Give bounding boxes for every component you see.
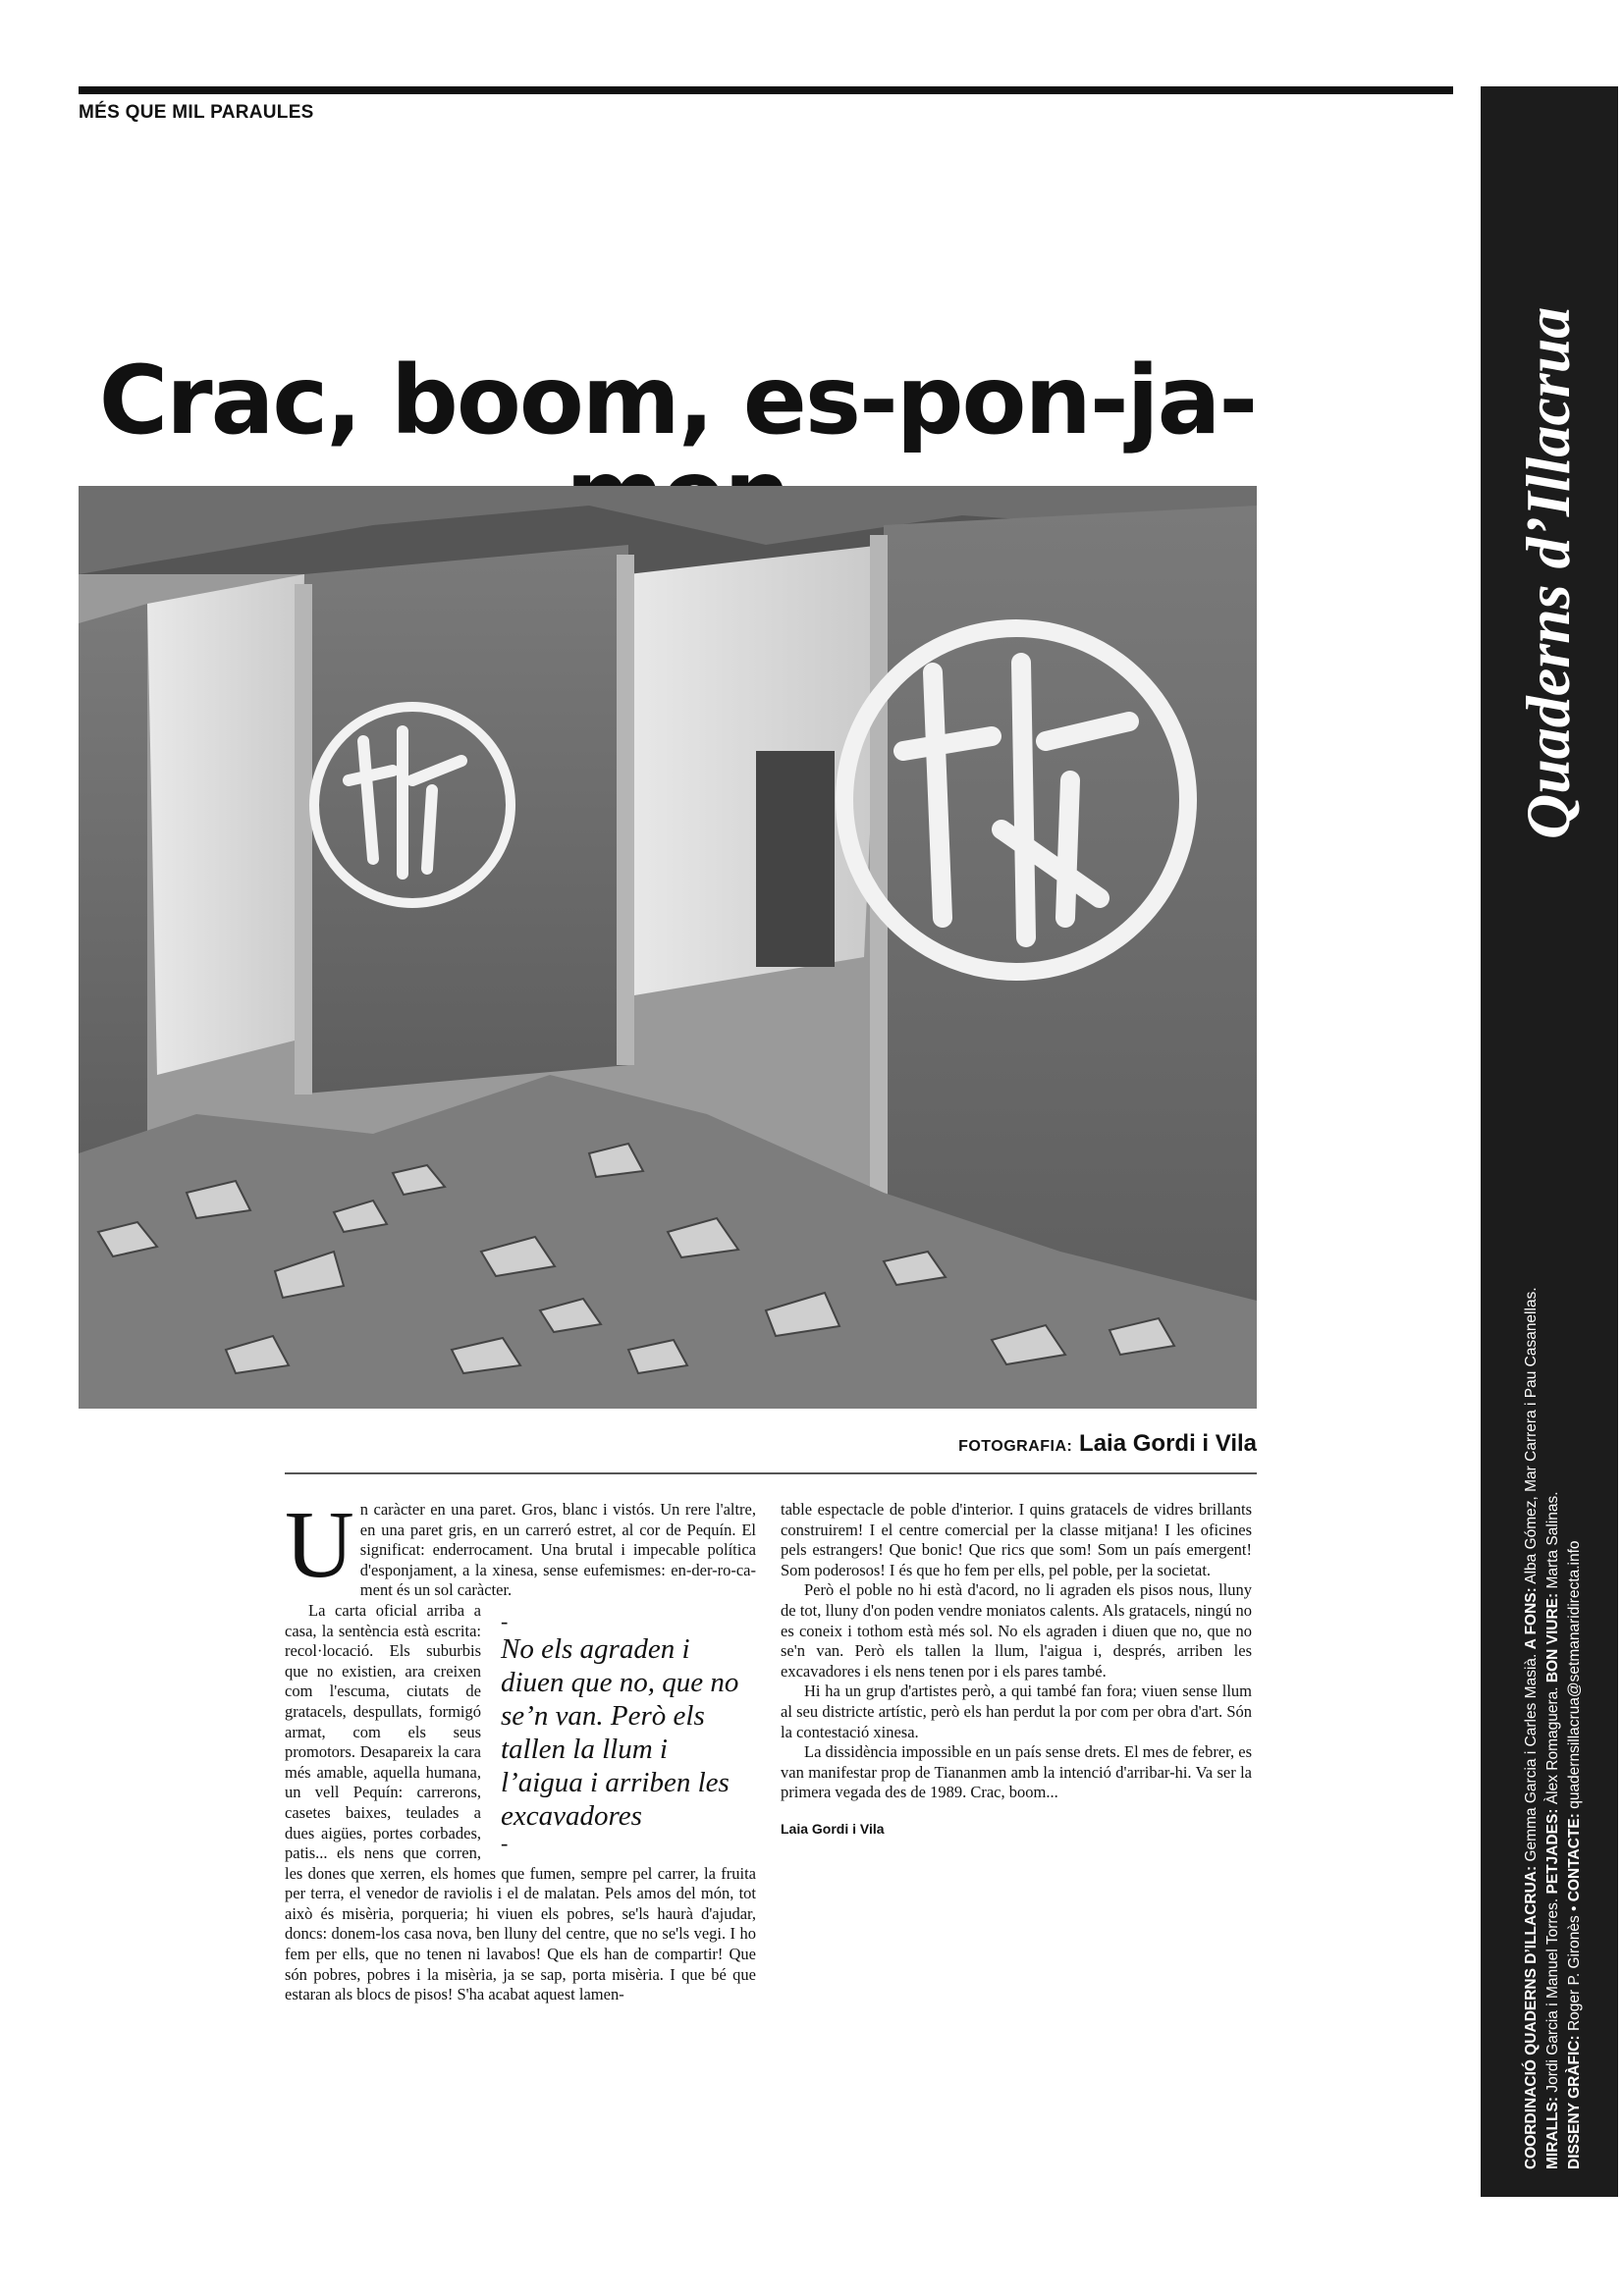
sidebar-credit-line	[1543, 1491, 1562, 2169]
photo-credit-label: FOTOGRAFIA:	[958, 1438, 1073, 1455]
article-column-2	[781, 1500, 1252, 1840]
sidebar-credit-line	[1565, 1540, 1584, 2169]
byline: Laia Gordi i Vila	[781, 1820, 885, 1837]
credit-text: Marta Salinas.	[1544, 1491, 1561, 1593]
photo-credit	[958, 1430, 1257, 1458]
pull-quote-text: No els agraden i diuen que no, que no se’n van. Però els tallen la llum i l’aigua i arriben les excavadores	[501, 1632, 739, 1832]
credit-label: DISSENY GRÀFIC:	[1566, 2035, 1583, 2169]
magazine-title: Quaderns d’Illacrua	[1513, 306, 1583, 839]
credit-text: Gemma Garcia i Carles Masià.	[1523, 1649, 1540, 1866]
credit-label: MIRALLS:	[1544, 2096, 1561, 2169]
credit-text: Alba Gómez, Mar Carrera i Pau Casanellas.	[1523, 1287, 1540, 1588]
credit-text: Jordi Garcia i Manuel Torres.	[1544, 1894, 1561, 2097]
credit-label: COORDINACIÓ QUADERNS D’ILLACRUA:	[1523, 1865, 1540, 2169]
drop-cap: U	[285, 1492, 354, 1598]
credit-text: Roger P. Gironès •	[1566, 1901, 1583, 2036]
headline: Crac, boom, es-pon-ja-	[98, 346, 1257, 455]
sidebar-credit-line	[1522, 1287, 1541, 2169]
article-paragraph: n caràcter en una paret. Gros, blanc i vistós. Un rere l'altre, en una paret gris, en un carreró estret, al cor de Pequín. El significat: enderrocament. Una brutal i impecable política d'esponjament, a la xinesa, sense eufemismes: en-der-ro-ca-ment és un sol caràcter.	[359, 1500, 756, 1600]
article-paragraph: table espectacle de poble d'interior. I quins gratacels de vidres brillants construirem! I el centre comercial per la classe mitjana! I les oficines pels estrangers! Que bonic! Que rics que som! Som un país emergent! Som poderosos! I és que ho fem per ells, pel poble, per la societat.	[781, 1500, 1252, 1579]
credit-label: A FONS:	[1523, 1587, 1540, 1650]
pull-quote	[501, 1608, 756, 1855]
credit-text: Àlex Romaguera.	[1544, 1682, 1561, 1809]
credit-label: PETJADES:	[1544, 1808, 1561, 1895]
article-paragraph: Hi ha un grup d'artistes però, a qui també fan fora; viuen sense llum al seu districte artístic, però els han perdut la por com per obra d'art. Són la contestació xinesa.	[781, 1682, 1252, 1741]
credit-label: BON VIURE:	[1544, 1592, 1561, 1683]
article-paragraph: Però el poble no hi està d'acord, no li agraden els pisos nous, lluny de tot, lluny d'on poden vendre moniatos calents. Als gratacels, ningú no es coneix i tothom està més sol. No els agraden i diuen que no, que no se'n van. Però els tallen la llum, l'aigua i, després, arriben les excavadores i els nens tenen por i els pares també.	[781, 1580, 1252, 1681]
section-label: MÉS QUE MIL PARAULES	[79, 102, 314, 123]
photo-credit-name: Laia Gordi i Vila	[1079, 1430, 1257, 1457]
photo-demolished-wall	[79, 486, 1257, 1409]
credit-rule	[285, 1472, 1257, 1474]
article-paragraph: La dissidència impossible en un país sense drets. El mes de febrer, es van manifestar prop de Tiananmen amb la intenció d'arribar-hi. Va ser la primera vegada des de 1989. Crac, boom...	[781, 1742, 1252, 1802]
credit-label: CONTACTE:	[1566, 1813, 1583, 1902]
article-column-1	[285, 1492, 756, 2005]
top-rule	[79, 86, 1453, 94]
credit-text: quadernsillacrua@setmanaridirecta.info	[1566, 1540, 1583, 1814]
pull-quote-dash-top: -	[501, 1608, 509, 1633]
pull-quote-dash-bottom: -	[501, 1830, 509, 1855]
photo-illustration	[79, 486, 1257, 1409]
article-paragraph: La carta oficial arriba a casa, la sentència està escrita: recol·locació. Els suburbis que no existien, ara creixen com l'escuma, ciutats de gratacels, despullats, formigó armat, com els seus promotors. Desapareix la cara més amable, aquella humana, un vell Pequín: carrerons, casetes baixes, teulades a dues aigües, portes corbades, patis... els nens que corren, les dones que xerren, els homes que fumen, sempre pel carrer, la fruita per terra, el venedor de raviolis i el de malatan. Pels amos del món, tot això és misèria, porqueria; hi viuen els pobres, se'ls haurà d'ajudar, doncs: donem-los casa nova, ben lluny del centre, que no se'ls vegi. I ho fem per ells, que no tenen ni lavabos! Que els han de compartir! Que són pobres, pobres i la misèria, ja se sap, porta misèria. I que bé que estaran als blocs de pisos! S'ha acabat aquest lamen-	[285, 1600, 756, 2004]
